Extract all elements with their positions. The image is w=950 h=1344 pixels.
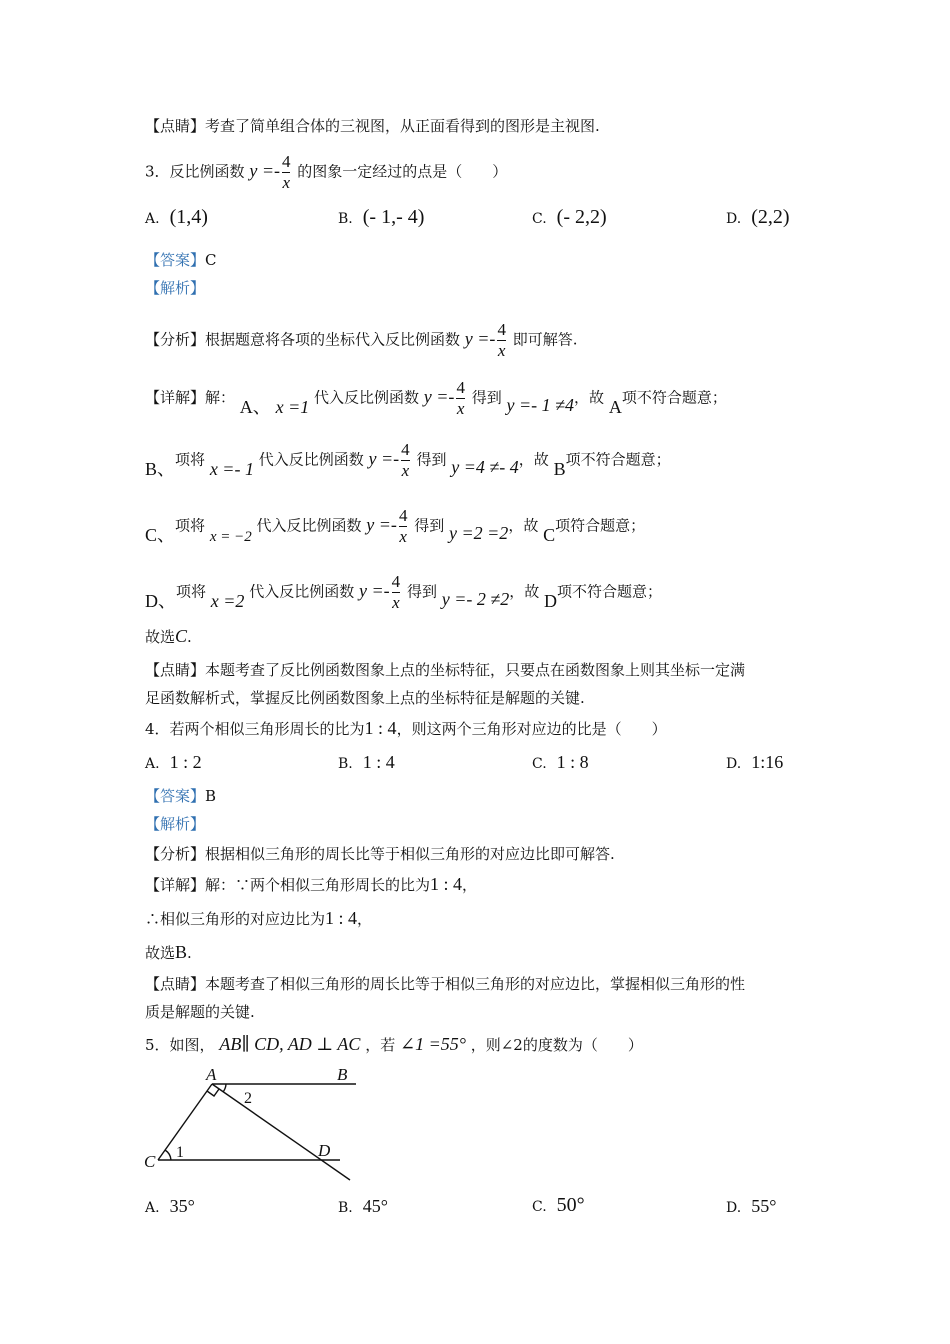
q4-option-c[interactable]: C. 1 : 8 [532,752,589,772]
q5-option-b[interactable]: B. 45° [338,1196,388,1216]
q3-dianjing-2: 足函数解析式，掌握反比例函数图象上点的坐标特征是解题的关键. [145,689,585,707]
q4-dianjing-2: 质是解题的关键. [145,1003,255,1021]
label-d: D [318,1141,331,1160]
dianjing-q2: 【点睛】考查了简单组合体的三视图，从正面看得到的图形是主视图. [145,117,600,135]
question-4: 4．若两个相似三角形周长的比为1 : 4，则这两个三角形对应边的比是（ ） [145,718,667,738]
q3-option-c[interactable]: C. (- 2,2) [532,206,607,228]
q3-dianjing-1: 【点睛】本题考查了反比例函数图象上点的坐标特征，只要点在函数图象上则其坐标一定满 [145,661,746,679]
angle-2-arc [223,1084,226,1092]
q4-jiexi: 【解析】 [145,815,206,833]
right-angle-mark [207,1089,219,1096]
q4-detail-1: 【详解】解：∵两个相似三角形周长的比为1 : 4， [145,874,478,894]
q3-option-d[interactable]: D. (2,2) [726,206,790,228]
q5-option-d[interactable]: D. 55° [726,1196,777,1216]
label-a: A [206,1065,217,1084]
line-ad [212,1084,350,1180]
q3-prefix: 3．反比例函数 [145,162,245,181]
label-b: B [337,1065,348,1084]
q4-option-b[interactable]: B. 1 : 4 [338,752,395,772]
q3-option-a[interactable]: A. (1,4) [145,206,208,228]
q4-detail-2: ∴相似三角形的对应边比为1 : 4， [145,908,373,928]
q3-func-lhs: y =- [249,160,280,181]
q3-detail-c: C、项将 x = −2 代入反比例函数 y =- $\frac{4}{x}$ 得到 y =2 =2，故 C项符合题意； [145,506,646,546]
q3-fraction: $\frac{4}{x}$ [281,152,291,192]
q4-fenxi: 【分析】根据相似三角形的周长比等于相似三角形的对应边比即可解答. [145,845,615,863]
q4-option-d[interactable]: D. 1:16 [726,752,784,772]
question-3 [145,152,507,193]
question-5: 5．如图， AB∥ CD, AD ⊥ AC ，若 ∠1 =55° ，则∠2的度数为（ ） [145,1034,643,1054]
label-angle-1: 1 [176,1144,184,1161]
q5-option-c[interactable]: C. 50° [532,1194,585,1216]
q3-detail-b: B、项将 x =- 1 代入反比例函数 y =- $\frac{4}{x}$ 得到 y =4 ≠- 4，故 B项不符合题意； [145,440,671,480]
q3-detail-d: D、项将 x =2 代入反比例函数 y =- $\frac{4}{x}$ 得到 y =- 2 ≠2，故 D项不符合题意； [145,572,663,612]
q3-detail-a: 【详解】解： A、 x =1 代入反比例函数 y =- $\frac{4}{x}$ 得到 y =- 1 ≠4，故 A项不符合题意； [145,378,727,418]
angle-1-arc [165,1150,171,1160]
q4-dianjing-1: 【点睛】本题考查了相似三角形的周长比等于相似三角形的对应边比，掌握相似三角形的性 [145,975,746,993]
q5-figure [140,1062,370,1190]
label-angle-2: 2 [244,1090,252,1107]
q3-jiexi: 【解析】 [145,279,206,297]
label-c: C [144,1152,156,1171]
q3-option-b[interactable]: B. (- 1,- 4) [338,206,425,228]
q3-guxuan: 故选C. [145,626,192,646]
q3-suffix: 的图象一定经过的点是（ ） [297,162,508,181]
q4-answer: 【答案】B [145,787,217,805]
q3-fenxi: 【分析】根据题意将各项的坐标代入反比例函数 y =- $\frac{4}{x}$ 即可解答. [145,320,578,360]
q4-option-a[interactable]: A. 1 : 2 [145,752,202,772]
q4-guxuan: 故选B. [145,942,192,962]
q3-answer: 【答案】C [145,251,217,269]
line-ac [158,1084,212,1160]
q5-option-a[interactable]: A. 35° [145,1196,195,1216]
